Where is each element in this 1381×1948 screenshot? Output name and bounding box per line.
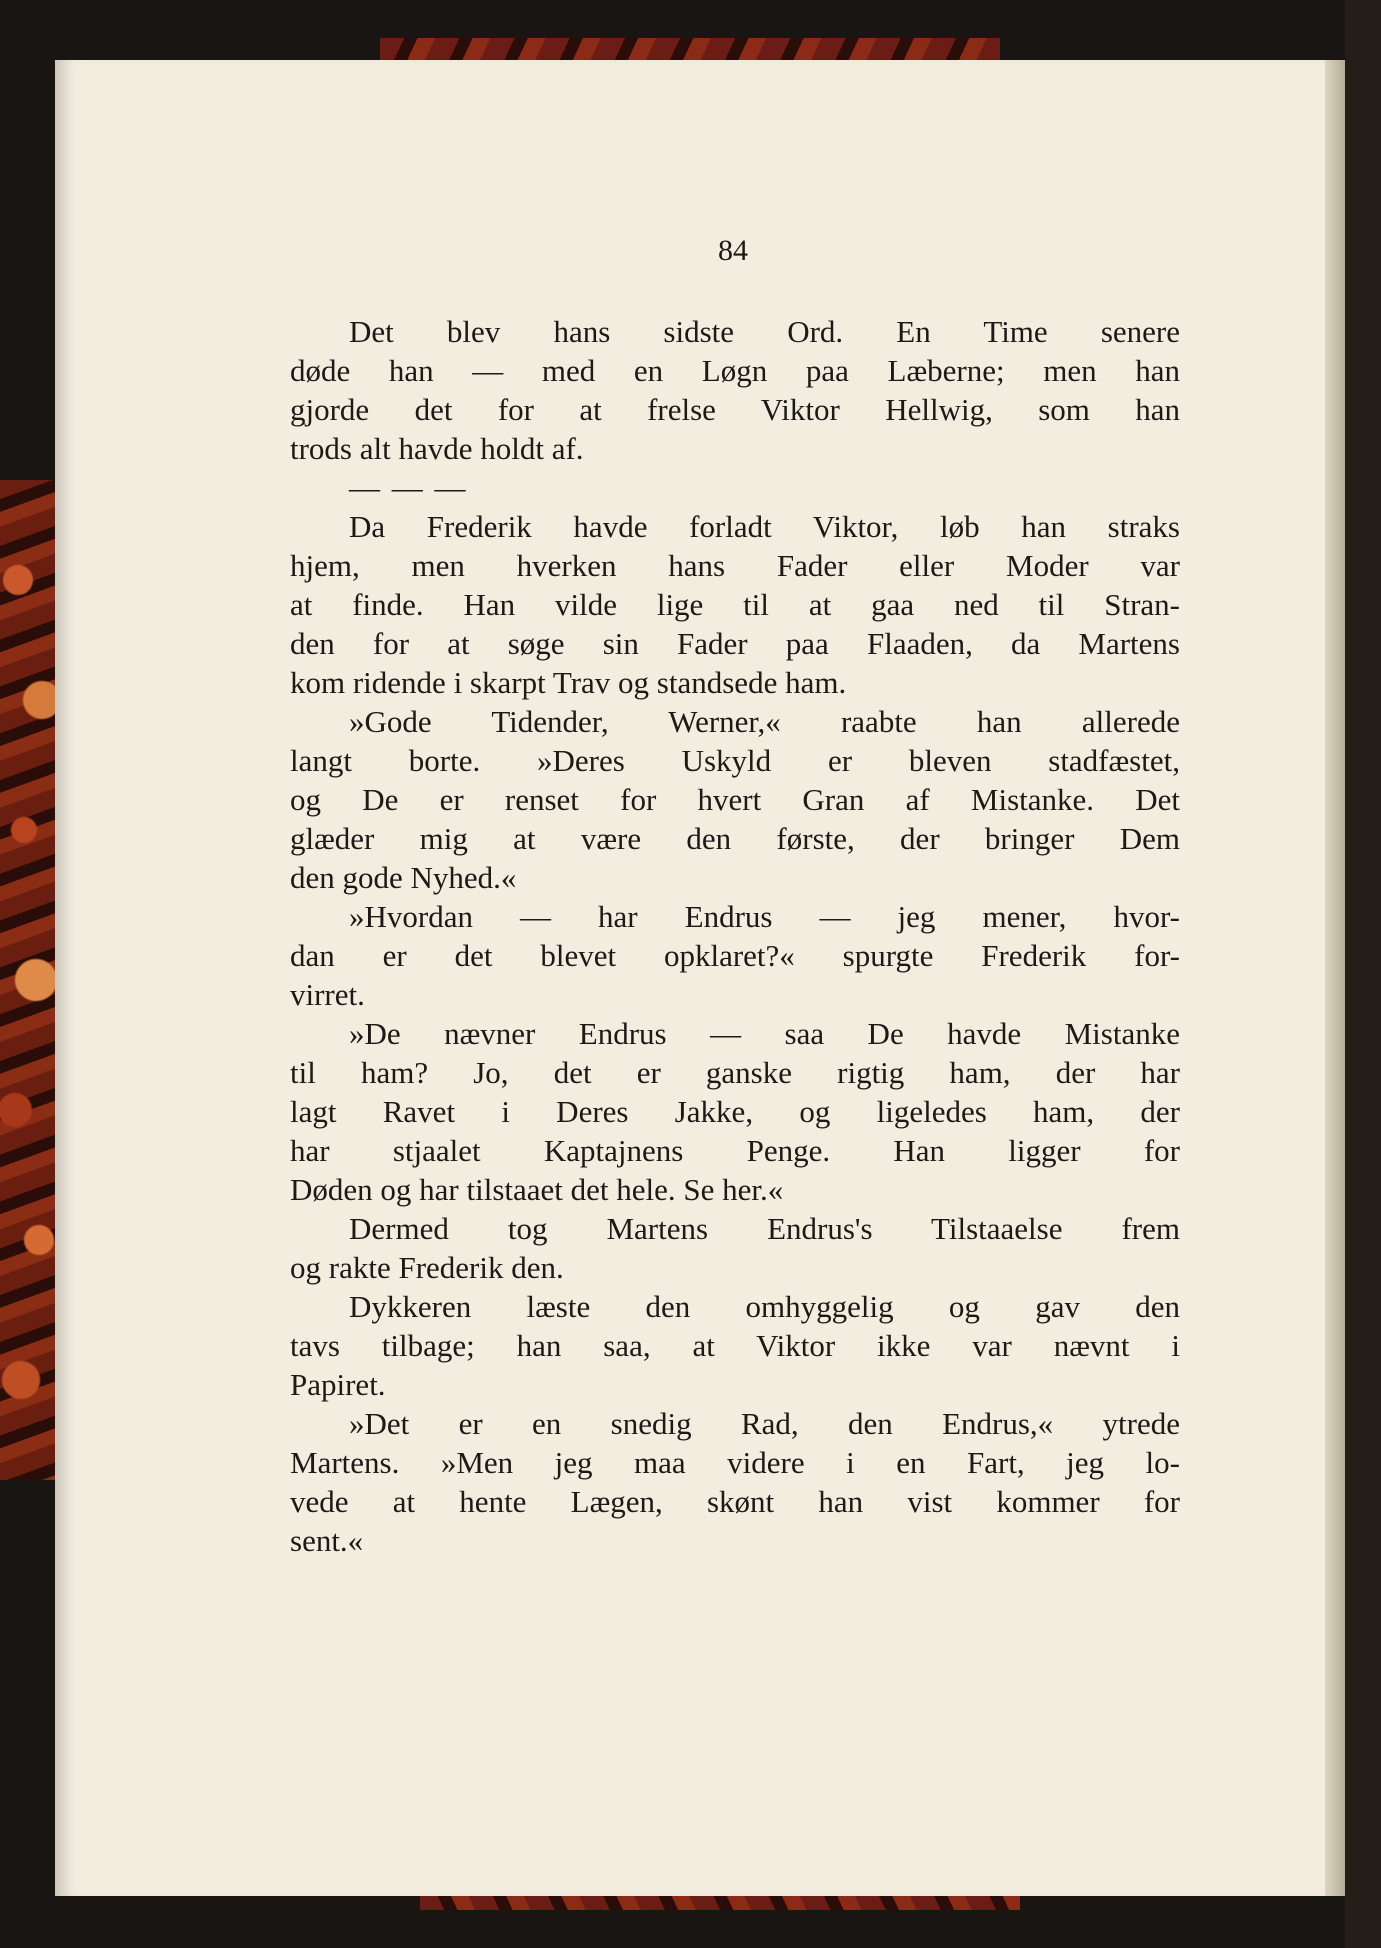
text-line: har stjaalet Kaptajnens Penge. Han ligger for [290,1133,1180,1168]
section-separator: — — — [349,470,468,505]
text-line: døde han — med en Løgn paa Læberne; men han [290,353,1180,388]
page-edge [1325,60,1345,1896]
text-line: sent.« [290,1523,364,1558]
text-line: Dermed tog Martens Endrus's Tilstaaelse frem [349,1211,1180,1246]
text-line: »De nævner Endrus — saa De havde Mistanke [349,1016,1180,1051]
text-line: Da Frederik havde forladt Viktor, løb han straks [349,509,1180,544]
text-line: »Hvordan — har Endrus — jeg mener, hvor- [349,899,1180,934]
text-line: langt borte. »Deres Uskyld er bleven stadfæstet, [290,743,1180,778]
text-line: kom ridende i skarpt Trav og standsede ham. [290,665,847,700]
text-line: og De er renset for hvert Gran af Mistanke. Det [290,782,1180,817]
text-line: lagt Ravet i Deres Jakke, og ligeledes ham, der [290,1094,1180,1129]
text-line: vede at hente Lægen, skønt han vist kommer for [290,1484,1180,1519]
page-number: 84 [718,234,748,267]
marbled-endpaper [0,480,60,1480]
text-line: trods alt havde holdt af. [290,431,584,466]
text-line: Døden og har tilstaaet det hele. Se her.« [290,1172,784,1207]
text-line: glæder mig at være den første, der bringer Dem [290,821,1180,856]
text-line: dan er det blevet opklaret?« spurgte Frederik for- [290,938,1180,973]
text-line: Papiret. [290,1367,386,1402]
text-line: tavs tilbage; han saa, at Viktor ikke var nævnt i [290,1328,1180,1363]
text-line: virret. [290,977,365,1012]
text-line: til ham? Jo, det er ganske rigtig ham, der har [290,1055,1180,1090]
text-line: Det blev hans sidste Ord. En Time senere [349,314,1180,349]
text-line: og rakte Frederik den. [290,1250,564,1285]
text-line: hjem, men hverken hans Fader eller Moder var [290,548,1180,583]
text-line: at finde. Han vilde lige til at gaa ned til Stran- [290,587,1180,622]
text-line: den gode Nyhed.« [290,860,517,895]
text-line: Dykkeren læste den omhyggelig og gav den [349,1289,1180,1324]
text-line: Martens. »Men jeg maa videre i en Fart, jeg lo- [290,1445,1180,1480]
text-line: gjorde det for at frelse Viktor Hellwig, som han [290,392,1180,427]
book-cover-edge [1345,0,1381,1948]
text-line: »Gode Tidender, Werner,« raabte han allerede [349,704,1180,739]
binding-strip-top [380,38,1000,62]
text-line: den for at søge sin Fader paa Flaaden, da Martens [290,626,1180,661]
body-text [290,312,1180,1560]
text-line: »Det er en snedig Rad, den Endrus,« ytrede [349,1406,1180,1441]
